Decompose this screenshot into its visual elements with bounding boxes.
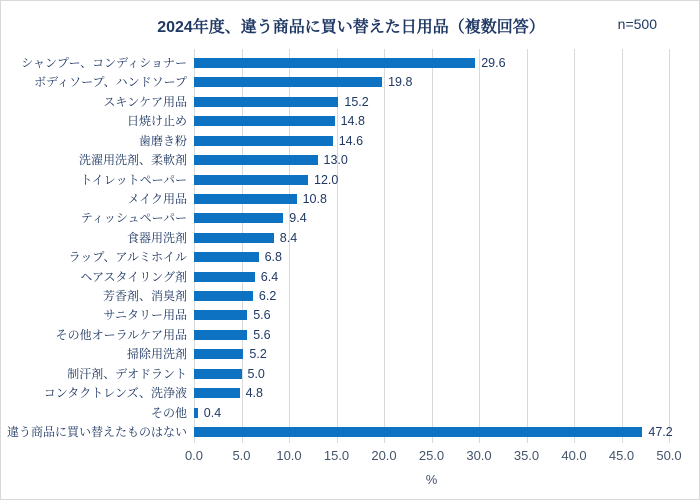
x-tick-label: 50.0 xyxy=(656,448,682,463)
x-tick-label: 40.0 xyxy=(561,448,587,463)
bar xyxy=(194,116,335,126)
bar xyxy=(194,369,242,379)
category-label: 食器用洗剤 xyxy=(126,230,187,245)
value-label: 8.4 xyxy=(279,230,298,245)
category-label: ラップ、アルミホイル xyxy=(68,250,187,265)
category-label: 違う商品に買い替えたものはない xyxy=(6,424,187,439)
value-label: 14.8 xyxy=(340,114,365,129)
value-label: 13.0 xyxy=(323,153,348,168)
value-label: 5.6 xyxy=(253,308,271,323)
value-label: 5.2 xyxy=(249,347,267,362)
category-label: メイク用品 xyxy=(127,191,187,206)
value-label: 0.4 xyxy=(203,405,222,420)
value-label: 6.4 xyxy=(260,269,279,284)
bar xyxy=(194,427,642,437)
category-label: サニタリー用品 xyxy=(103,308,187,323)
value-label: 4.8 xyxy=(245,386,263,401)
value-label: 47.2 xyxy=(648,424,673,439)
category-label: スキンケア用品 xyxy=(103,94,187,109)
x-axis-label: % xyxy=(425,472,438,487)
bar xyxy=(194,233,274,243)
value-label: 19.8 xyxy=(388,75,413,90)
bar xyxy=(194,58,475,68)
category-label: ヘアスタイリング剤 xyxy=(80,269,187,284)
x-tick-label: 20.0 xyxy=(371,448,397,463)
bar xyxy=(194,77,382,87)
x-tick-label: 15.0 xyxy=(323,448,350,463)
bar xyxy=(194,194,297,204)
category-label: 掃除用洗剤 xyxy=(126,347,187,362)
bar xyxy=(194,155,318,165)
value-label: 9.4 xyxy=(289,211,307,226)
category-label: ボディソープ、ハンドソープ xyxy=(34,75,187,90)
bar xyxy=(194,272,255,282)
value-label: 29.6 xyxy=(481,56,506,70)
x-tick-label: 0.0 xyxy=(184,448,204,463)
bar xyxy=(194,136,333,146)
gridline xyxy=(479,49,480,443)
value-label: 6.8 xyxy=(264,250,282,265)
gridline xyxy=(194,49,195,443)
bar xyxy=(194,330,247,340)
category-label: 日焼け止め xyxy=(126,114,187,129)
category-label: コンタクトレンズ、洗浄液 xyxy=(43,386,187,401)
value-label: 5.6 xyxy=(253,327,271,342)
x-tick-label: 10.0 xyxy=(276,448,302,463)
bar xyxy=(194,291,253,301)
plot-area xyxy=(1,1,700,500)
x-tick-label: 45.0 xyxy=(608,448,635,463)
bar xyxy=(194,97,338,107)
value-label: 6.2 xyxy=(258,289,277,304)
category-label: シャンプー、コンディショナー xyxy=(21,56,187,70)
category-label: その他オーラルケア用品 xyxy=(55,327,187,342)
bar xyxy=(194,310,247,320)
sample-size-label: n=500 xyxy=(617,16,657,32)
value-label: 5.0 xyxy=(247,366,265,381)
x-tick-label: 5.0 xyxy=(232,448,251,463)
value-label: 10.8 xyxy=(302,191,327,206)
category-label: 洗濯用洗剤、柔軟剤 xyxy=(78,153,187,168)
gridline xyxy=(622,49,623,443)
x-tick-label: 30.0 xyxy=(466,448,492,463)
gridline xyxy=(242,49,243,443)
x-tick-label: 35.0 xyxy=(513,448,540,463)
bar xyxy=(194,388,240,398)
bar xyxy=(194,213,283,223)
category-label: ティッシュペーパー xyxy=(80,211,187,226)
bar xyxy=(194,175,308,185)
gridline xyxy=(527,49,528,443)
gridline xyxy=(432,49,433,443)
bar xyxy=(194,252,259,262)
gridline xyxy=(574,49,575,443)
x-tick-label: 25.0 xyxy=(418,448,445,463)
category-label: その他 xyxy=(150,405,187,420)
value-label: 14.6 xyxy=(338,133,364,148)
category-label: 制汗剤、デオドラント xyxy=(67,366,187,381)
gridline xyxy=(289,49,290,443)
gridline xyxy=(337,49,338,443)
bar xyxy=(194,408,198,418)
chart-title: 2024年度、違う商品に買い替えた日用品（複数回答） xyxy=(157,19,545,36)
category-label: トイレットペーパー xyxy=(80,172,187,187)
bar xyxy=(194,349,243,359)
gridline xyxy=(384,49,385,443)
value-label: 15.2 xyxy=(344,94,369,109)
gridline xyxy=(669,49,670,443)
category-label: 芳香剤、消臭剤 xyxy=(102,289,187,304)
value-label: 12.0 xyxy=(314,172,339,187)
category-label: 歯磨き粉 xyxy=(138,133,187,148)
